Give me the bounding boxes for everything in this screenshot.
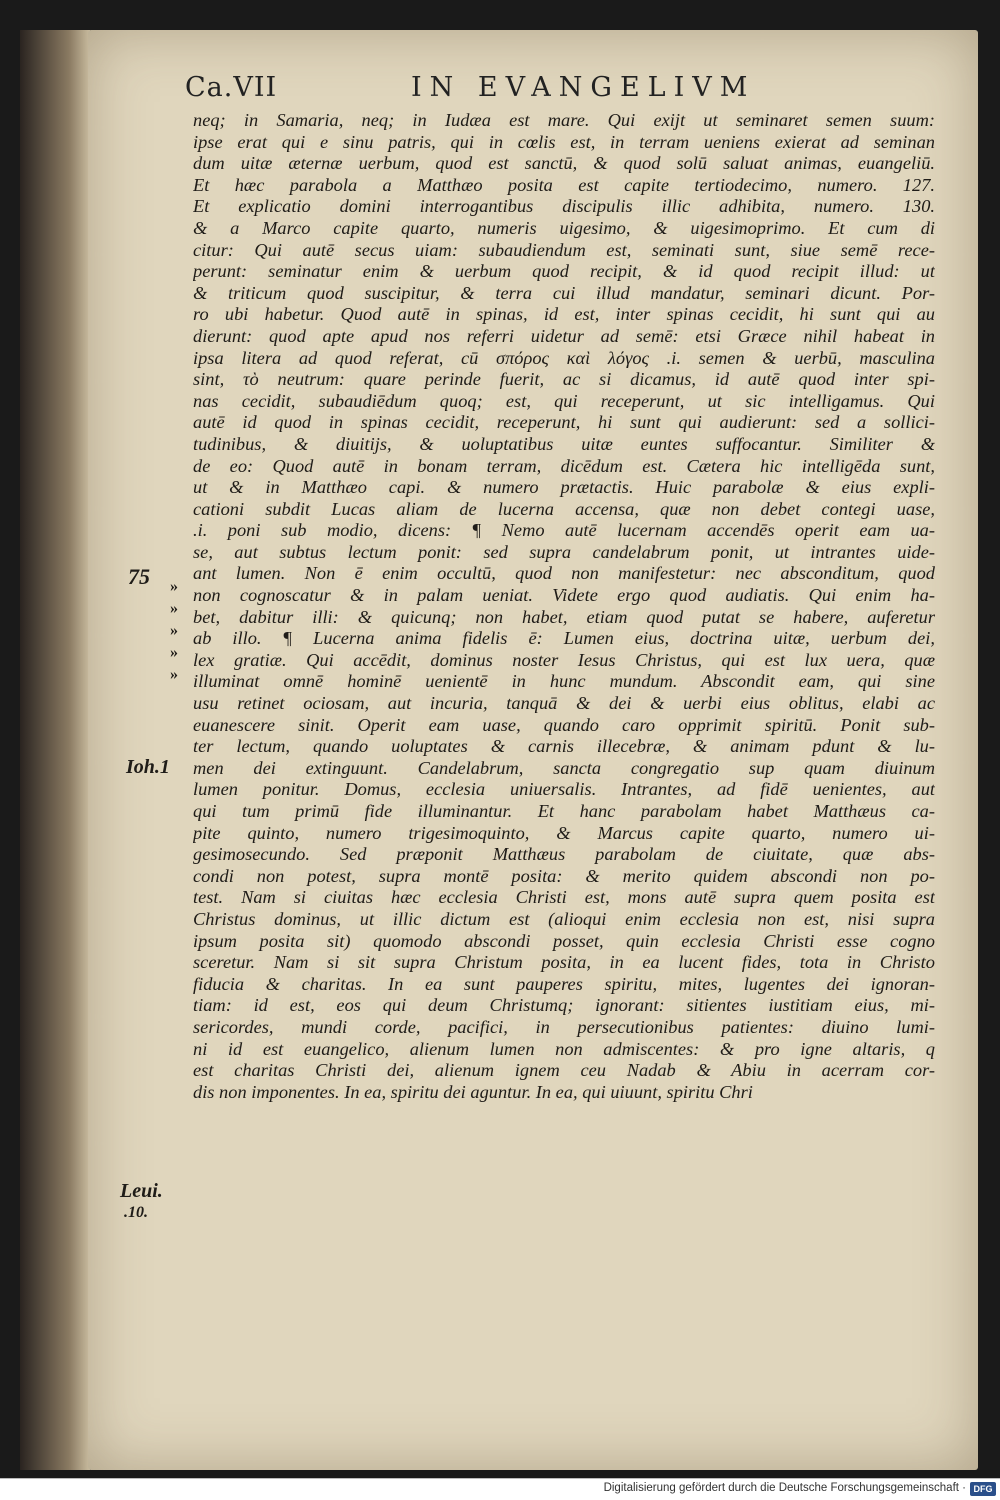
text-line: pite quinto, numero trigesimoquinto, & Marcus capite quarto, numero ui- xyxy=(193,822,935,843)
text-line: ro ubi habetur. Quod autē in spinas, id est, inter spinas cecidit, hi sunt qui au xyxy=(193,304,935,325)
text-line: ni id est euangelico, alienum lumen non admiscentes: & pro igne altaris, q xyxy=(193,1038,935,1059)
text-line: autē id quod in spinas cecidit, receperunt, hi sunt qui audierunt: sed a sollici- xyxy=(193,412,935,433)
text-line: citur: Qui autē secus uiam: subaudiendum est, seminati sunt, siue semē rece- xyxy=(193,239,935,260)
chapter-label: Ca.VII xyxy=(185,72,278,103)
text-line: ab illo. ¶ Lucerna anima fidelis ē: Lumen eius, doctrina uitæ, uerbum dei, xyxy=(193,628,935,649)
footer-credit: Digitalisierung gefördert durch die Deutsche Forschungsgemeinschaft · xyxy=(603,1482,966,1494)
text-line: dum uitæ æternæ uerbum, quod est sanctū, & quod solū saluat animas, euangeliū. xyxy=(193,153,935,174)
margin-ref-ioh: Ioh.1 xyxy=(126,756,170,778)
margin-ref-leui-chapter: .10. xyxy=(124,1204,148,1221)
text-line: euanescere sinit. Operit eam uase, quando caro opprimit spiritū. Ponit sub- xyxy=(193,714,935,735)
margin-ref-leui: Leui. xyxy=(120,1180,163,1202)
page-gutter xyxy=(20,30,90,1470)
text-line: condi non potest, supra montē posita: & merito quidem abscondi non po- xyxy=(193,865,935,886)
text-line: gesimosecundo. Sed præponit Matthæus parabolam de ciuitate, quæ abs- xyxy=(193,844,935,865)
quote-mark: » xyxy=(170,600,178,617)
quote-mark: » xyxy=(170,578,178,595)
text-line: sericordes, mundi corde, pacifici, in persecutionibus patientes: diuino lumi- xyxy=(193,1016,935,1037)
body-text xyxy=(193,110,935,1103)
footer-bar xyxy=(0,1478,1000,1500)
text-line: men dei extinguunt. Candelabrum, sancta congregatio sup quam diuinum xyxy=(193,757,935,778)
text-line: est charitas Christi dei, alienum ignem ceu Nadab & Abiu in acerram cor- xyxy=(193,1060,935,1081)
quote-mark: » xyxy=(170,644,178,661)
text-line: tiam: id est, eos qui deum Christumq; ignorant: sitientes iustitiam eius, mi- xyxy=(193,995,935,1016)
text-line: bet, dabitur illi: & quicunq; non habet, etiam quod putat se habere, auferetur xyxy=(193,606,935,627)
text-line: usu retinet ociosam, aut incuria, tanquā & dei & uerbi eius oblitus, elabi ac xyxy=(193,693,935,714)
margin-number: 75 xyxy=(128,564,150,589)
text-line: perunt: seminatur enim & uerbum quod recipit, & id quod recipit illud: ut xyxy=(193,261,935,282)
text-line: ipsum posita sit) quomodo abscondi posset, quin ecclesia Christi esse cogno xyxy=(193,930,935,951)
text-line: non cognoscatur & in palam ueniat. Videte ergo quod audiatis. Qui enim ha- xyxy=(193,585,935,606)
text-line: lumen ponitur. Domus, ecclesia uniuersalis. Intrantes, ad fidē uenientes, aut xyxy=(193,779,935,800)
text-line: nas cecidit, subaudiēdum quoq; est, qui receperunt, ut sic intelligamus. Qui xyxy=(193,390,935,411)
text-line: Christus dominus, ut illic dictum est (alioqui enim ecclesia non est, nisi supra xyxy=(193,908,935,929)
text-line: sint, τὸ neutrum: quare perinde fuerit, ac si dicamus, id autē quod inter spi- xyxy=(193,369,935,390)
text-line: ipsa litera ad quod referat, cū σπόρος καὶ λόγος .i. semen & uerbū, masculina xyxy=(193,347,935,368)
text-line: neq; in Samaria, neq; in Iudæa est mare. Qui exijt ut seminaret semen suum: xyxy=(193,110,935,130)
text-line: & triticum quod suscipitur, & terra cui illud mandatur, seminari dicunt. Por- xyxy=(193,282,935,303)
text-line: lex gratiæ. Qui accēdit, dominus noster Iesus Christus, qui est lux uera, quæ xyxy=(193,649,935,670)
quote-mark: » xyxy=(170,622,178,639)
text-line: cationi subdit Lucas aliam de lucerna accensa, quæ non debet contegi uase, xyxy=(193,498,935,519)
running-head xyxy=(185,72,945,106)
text-line: dis non imponentes. In ea, spiritu dei aguntur. In ea, qui uiuunt, spiritu Chri xyxy=(193,1081,753,1102)
text-line: & a Marco capite quarto, numeris uigesimo, & uigesimoprimo. Et cum di xyxy=(193,217,935,238)
text-line: sceretur. Nam si sit supra Christum posita, in ea lucent fides, tota in Christo xyxy=(193,952,935,973)
text-line: ipse erat qui e sinu patris, qui in cœlis est, in terram ueniens exierat ad seminan xyxy=(193,131,935,152)
text-line: fiducia & charitas. In ea sunt pauperes spiritu, mites, lugentes dei ignoran- xyxy=(193,973,935,994)
text-line: ut & in Matthæo capi. & numero prætactis. Huic parabolæ & eius expli- xyxy=(193,477,935,498)
text-line: Et hæc parabola a Matthæo posita est capite tertiodecimo, numero. 127. xyxy=(193,174,935,195)
text-line: de eo: Quod autē in bonam terram, dicēdum est. Cætera hic intelligēda sunt, xyxy=(193,455,935,476)
text-line: dierunt: quod apte apud nos referri uidetur ad semē: etsi Græce nihil habeat in xyxy=(193,325,935,346)
text-line: tudinibus, & diuitijs, & uoluptatibus uitæ euntes suffocantur. Similiter & xyxy=(193,433,935,454)
text-line: ant lumen. Non ē enim occultū, quod non manifestetur: nec absconditum, quod xyxy=(193,563,935,584)
text-line: test. Nam si ciuitas hæc ecclesia Christi est, mons autē supra quem posita est xyxy=(193,887,935,908)
dfg-logo-icon: DFG xyxy=(970,1482,996,1496)
text-line: se, aut subtus lectum ponit: sed supra candelabrum ponit, ut intrantes uide- xyxy=(193,541,935,562)
text-line: .i. poni sub modio, dicens: ¶ Nemo autē lucernam accendēs operit eam ua- xyxy=(193,520,935,541)
running-title: IN EVANGELIVM xyxy=(411,72,756,103)
text-line: illuminat omnē hominē uenientē in hunc mundum. Abscondit eam, qui sine xyxy=(193,671,935,692)
quote-mark: » xyxy=(170,666,178,683)
text-line: Et explicatio domini interrogantibus discipulis illic adhibita, numero. 130. xyxy=(193,196,935,217)
text-line: qui tum primū fide illuminantur. Et hanc parabolam habet Matthæus ca- xyxy=(193,801,935,821)
text-line: ter lectum, quando uoluptates & carnis illecebræ, & animam pdunt & lu- xyxy=(193,736,935,757)
